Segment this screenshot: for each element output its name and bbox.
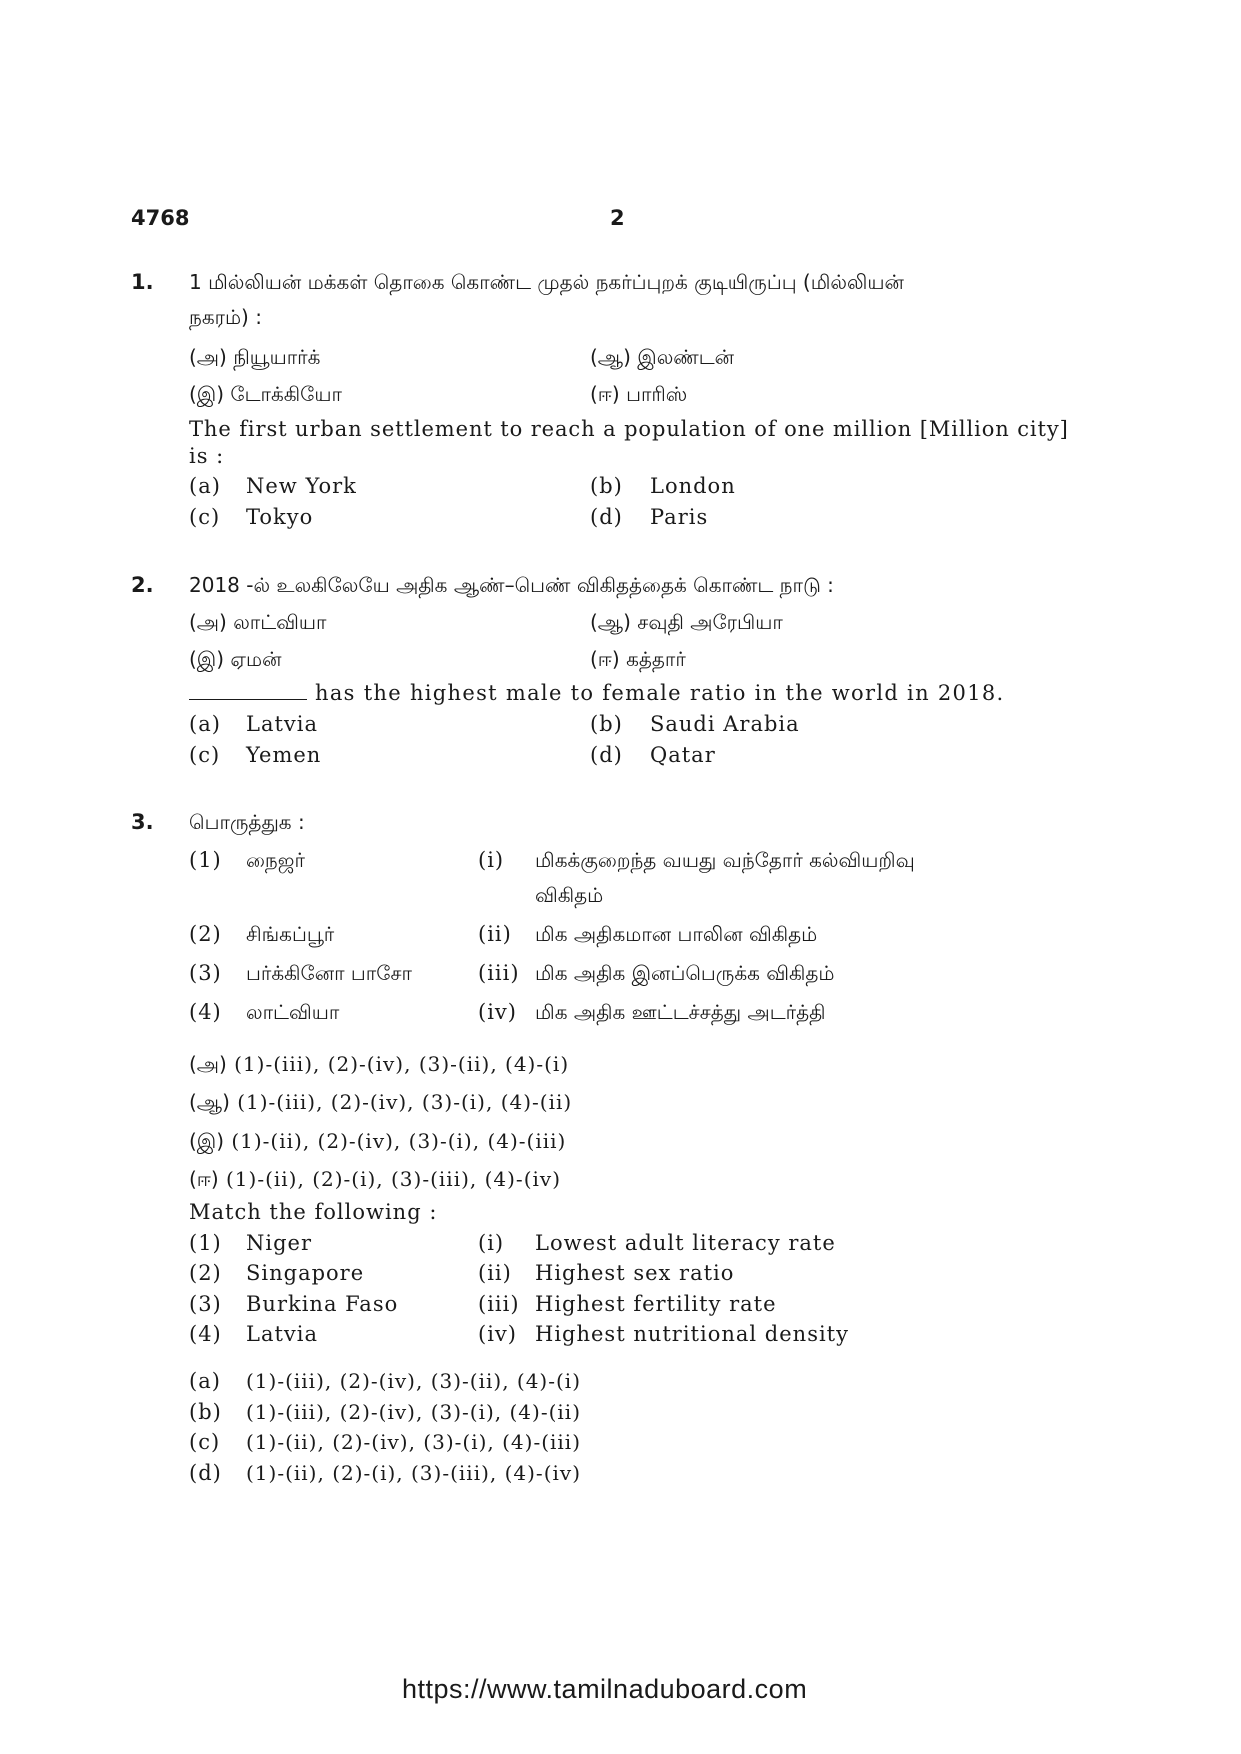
- match-right-item: மிகக்குறைந்த வயது வந்தோர் கல்வியறிவு: [535, 848, 915, 872]
- option-english-d: Qatar: [650, 743, 716, 767]
- match-left-number: (3): [189, 1292, 222, 1316]
- match-right-item: Highest fertility rate: [535, 1292, 777, 1316]
- question-text-english: Match the following :: [189, 1200, 438, 1224]
- match-left-number: (2): [189, 922, 222, 946]
- footer-url[interactable]: https://www.tamilnaduboard.com: [402, 1674, 808, 1704]
- option-label: (b): [590, 712, 623, 736]
- option-label: (a): [189, 712, 221, 736]
- option-label: (c): [189, 743, 221, 767]
- option-english-c: Tokyo: [246, 505, 314, 529]
- match-left-number: (3): [189, 961, 222, 985]
- match-left-number: (4): [189, 1322, 222, 1346]
- match-right-item: மிக அதிக ஊட்டச்சத்து அடர்த்தி: [535, 1000, 826, 1024]
- option-tamil-b: (ஆ) இலண்டன்: [590, 345, 735, 369]
- question-text-tamil: 1 மில்லியன் மக்கள் தொகை கொண்ட முதல் நகர்ப்புறக் குடியிருப்பு (மில்லியன்: [189, 270, 904, 294]
- match-right-number: (iv): [478, 1322, 517, 1346]
- answer-option-tamil-d: [189, 1167, 561, 1194]
- match-left-item: Niger: [246, 1231, 313, 1255]
- answer-label: (அ): [189, 1052, 227, 1076]
- answer-text: (1)-(iii), (2)-(iv), (3)-(ii), (4)-(i): [234, 1052, 570, 1076]
- question-text-english-body: has the highest male to female ratio in the world in 2018.: [315, 681, 1005, 705]
- option-tamil-a: (அ) லாட்வியா: [189, 610, 327, 634]
- answer-option-english-b: (1)-(iii), (2)-(iv), (3)-(i), (4)-(ii): [246, 1400, 581, 1424]
- option-tamil-d: (ஈ) கத்தார்: [590, 647, 686, 671]
- option-label: (b): [590, 474, 623, 498]
- match-left-item: நைஜர்: [246, 848, 305, 872]
- match-right-number: (i): [478, 1231, 505, 1255]
- match-right-number: (iv): [478, 1000, 517, 1024]
- option-label: (d): [189, 1461, 222, 1485]
- option-label: (d): [590, 743, 623, 767]
- answer-option-english-d: (1)-(ii), (2)-(i), (3)-(iii), (4)-(iv): [246, 1461, 581, 1485]
- option-english-b: Saudi Arabia: [650, 712, 800, 736]
- answer-label: (ஆ): [189, 1090, 230, 1114]
- answer-text: (1)-(ii), (2)-(i), (3)-(iii), (4)-(iv): [226, 1167, 561, 1191]
- option-label: (c): [189, 505, 221, 529]
- answer-option-english-c: (1)-(ii), (2)-(iv), (3)-(i), (4)-(iii): [246, 1430, 581, 1454]
- question-text-tamil: 2018 -ல் உலகிலேயே அதிக ஆண்–பெண் விகிதத்தைக் கொண்ட நாடு :: [189, 573, 834, 597]
- match-left-item: லாட்வியா: [246, 1000, 340, 1024]
- match-left-item: Latvia: [246, 1322, 319, 1346]
- match-left-number: (2): [189, 1261, 222, 1285]
- answer-blank: [189, 681, 307, 700]
- question-text-english: [189, 681, 1005, 705]
- question-text-english-cont: is :: [189, 444, 225, 468]
- question-text-english: The first urban settlement to reach a population of one million [Million city]: [189, 417, 1069, 441]
- answer-option-tamil-b: [189, 1090, 572, 1117]
- option-english-a: New York: [246, 474, 357, 498]
- match-right-item: மிக அதிகமான பாலின விகிதம்: [535, 922, 818, 946]
- match-left-number: (1): [189, 1231, 222, 1255]
- question-number: 1.: [131, 270, 154, 294]
- match-left-item: Singapore: [246, 1261, 365, 1285]
- match-right-item: மிக அதிக இனப்பெருக்க விகிதம்: [535, 961, 835, 985]
- match-right-item: Highest nutritional density: [535, 1322, 849, 1346]
- option-tamil-a: (அ) நியூயார்க்: [189, 345, 321, 369]
- match-right-number: (iii): [478, 961, 520, 985]
- question-text-tamil-cont: நகரம்) :: [189, 305, 262, 329]
- option-label: (a): [189, 474, 221, 498]
- match-right-number: (ii): [478, 1261, 512, 1285]
- option-tamil-c: (இ) டோக்கியோ: [189, 382, 342, 406]
- option-tamil-c: (இ) ஏமன்: [189, 647, 282, 671]
- question-number: 2.: [131, 573, 154, 597]
- option-label: (c): [189, 1430, 221, 1454]
- answer-option-tamil-a: [189, 1052, 569, 1079]
- match-right-number: (ii): [478, 922, 512, 946]
- option-tamil-d: (ஈ) பாரிஸ்: [590, 382, 688, 406]
- match-right-item: Highest sex ratio: [535, 1261, 735, 1285]
- option-english-c: Yemen: [246, 743, 322, 767]
- option-label: (b): [189, 1400, 222, 1424]
- question-number: 3.: [131, 810, 154, 834]
- answer-option-tamil-c: [189, 1129, 566, 1156]
- answer-label: (ஈ): [189, 1167, 219, 1191]
- answer-label: (இ): [189, 1129, 225, 1153]
- match-right-number: (i): [478, 848, 505, 872]
- answer-text: (1)-(ii), (2)-(iv), (3)-(i), (4)-(iii): [231, 1129, 567, 1153]
- match-left-item: சிங்கப்பூர்: [246, 922, 335, 946]
- match-right-item: Lowest adult literacy rate: [535, 1231, 836, 1255]
- option-label: (d): [590, 505, 623, 529]
- match-left-item: பர்க்கினோ பாசோ: [246, 961, 412, 985]
- match-right-item-cont: விகிதம்: [535, 883, 604, 907]
- answer-text: (1)-(iii), (2)-(iv), (3)-(i), (4)-(ii): [237, 1090, 573, 1114]
- match-left-item: Burkina Faso: [246, 1292, 399, 1316]
- option-label: (a): [189, 1369, 221, 1393]
- option-english-a: Latvia: [246, 712, 319, 736]
- match-right-number: (iii): [478, 1292, 520, 1316]
- match-left-number: (1): [189, 848, 222, 872]
- match-left-number: (4): [189, 1000, 222, 1024]
- question-text-tamil: பொருத்துக :: [189, 810, 305, 834]
- option-english-b: London: [650, 474, 736, 498]
- answer-option-english-a: (1)-(iii), (2)-(iv), (3)-(ii), (4)-(i): [246, 1369, 581, 1393]
- paper-code: 4768: [131, 206, 190, 230]
- option-tamil-b: (ஆ) சவுதி அரேபியா: [590, 610, 783, 634]
- option-english-d: Paris: [650, 505, 709, 529]
- page-number: 2: [610, 206, 625, 230]
